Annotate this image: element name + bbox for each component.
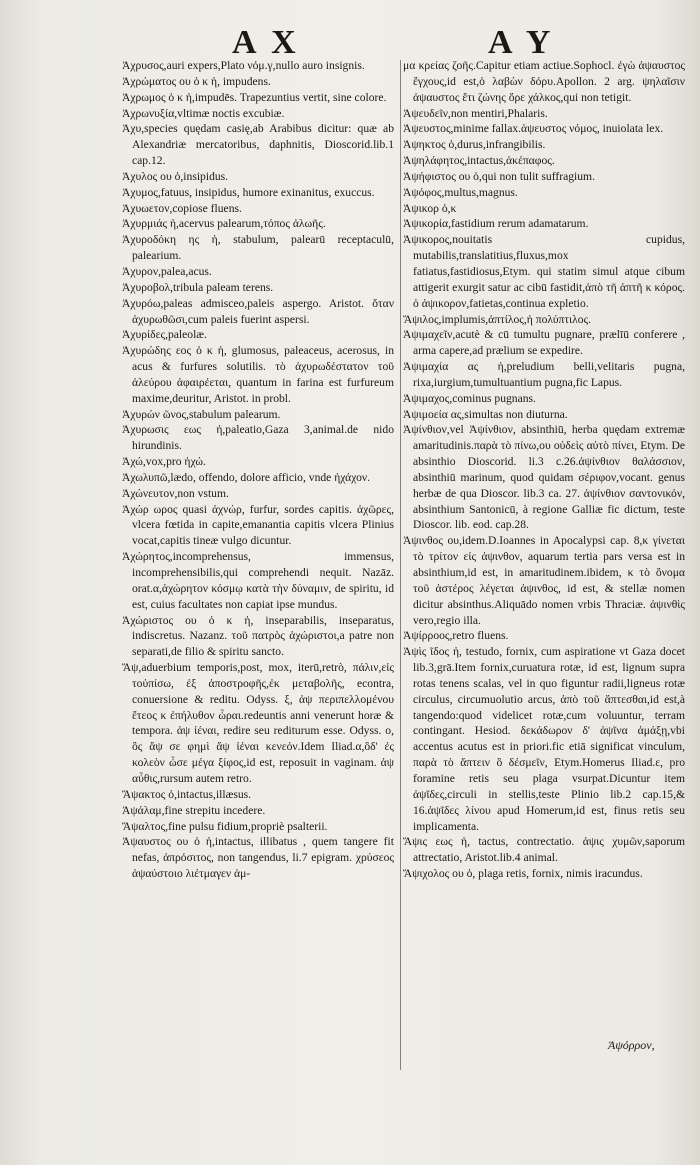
dictionary-entry: Ἀψιμαχεῖν,acutè & cū tumultu pugnare, prælīū conferere , arma capere,ad prælium se expedire. — [403, 328, 685, 358]
dictionary-entry: Ἄψιλος,implumis,ἀπτίλος,ἡ πολύπτιλος. — [403, 312, 592, 326]
dictionary-entry: Ἀψιμοεία ας,simultas non diuturna. — [403, 407, 568, 421]
dictionary-entry: Ἀχυρών ῶνος,stabulum palearum. — [122, 407, 281, 421]
dictionary-entry: Ἀψήφιστος ου ὁ,qui non tulit suffragium. — [403, 169, 595, 183]
dictionary-entry: Ἀχώ,vox,pro ἠχώ. — [122, 455, 206, 469]
dictionary-entry: Ἀψηκτος ὁ,durus,infrangibilis. — [403, 138, 546, 152]
dictionary-entry: Ἄψιχολος ου ὁ, plaga retis, fornix, nimis iracundus. — [403, 867, 643, 881]
dictionary-entry: μα κρείας ζοῆς.Capitur etiam actiue.Sophocl. ἐγὼ ἀψαυστος ἔγχους,id est,ὁ λαβὼν δόρυ.Apollon. 2 arg. ψηλαῖσιν ἀψαυστος ἔτι ζώνης ὅρε χάλκος,qui non tetigit. — [403, 59, 685, 104]
dictionary-entry: Ἀψικορος,nouitatis cupidus, mutabilis,translatitius,fluxus,mox fatiatus,fastidiosus,Etym. qui statim simul atque cibum attigerit exurgit satur ac cibū fastidit,ἀπὸ τῆ ἀπτῆ κ κόρος. ὁ ἀψικορον,fatietas,continua expletio. — [403, 233, 685, 310]
dictionary-entry: Ἀψιμαχος,cominus pugnans. — [403, 391, 536, 405]
dictionary-entry: Ἀχυρόω,paleas admisceo,paleis aspergo. Aristot. ὅταν ἀχυρωθῶσι,cum paleis fuerint aspersi. — [122, 296, 394, 326]
dictionary-entry: Ἄψ,aduerbium temporis,post, mox, iterū,retrò, πάλιν,εἰς τοὐπίσω, ἐξ ἀποστροφῆς,ἐκ μεταβολῆς, econtra, conuersione & reditu. Odyss. ξ, ἀψ περιπελλομένου ἔτεος κ ἐπήλυθον ὧραι.redeuntis anni venerunt horæ & tempora. ἀψ ἰέναι, redire seu rediturum esse. Odyss. ο, ὃς ἄψ σε φημὶ ἄψ ἰέναι κενεόν.Idem Iliad.α,ὃδ' ἐς κολεὸν ὦσε μέγα ξίφος,id est, reposuit in vaginam. ἀψ αὖθις,rursum autem retro. — [122, 661, 394, 785]
dictionary-entry: Ἀψικορία,fastidium rerum adamatarum. — [403, 217, 589, 231]
dictionary-entry: Ἀχρώματος ου ὁ κ ἡ, impudens. — [122, 74, 271, 88]
left-column — [122, 58, 394, 882]
dictionary-entry: Ἀχρωμος ὁ κ ἡ,impudēs. Trapezuntius vertit, sine colore. — [122, 90, 387, 104]
right-column — [403, 58, 685, 882]
dictionary-entry: Ἀχώρητος,incomprehensus, immensus, incomprehensibilis,qui comprehendi nequit. Nazāz. orat.α,ἀχώρητον κόσμῳ κατὰ τὴν δύναμιν, de spiritu, id est, cuius facultates non capiat ipse mundus. — [122, 550, 394, 611]
dictionary-entry: Ἀχρυσος,auri expers,Plato νόμ.γ,nullo auro insignis. — [122, 59, 365, 72]
dictionary-entry: Ἀχυρμιάς ἡ,acervus palearum,τόπος ἀλωῆς. — [122, 217, 326, 231]
dictionary-entry: Ἀψινθος ου,idem.D.Ioannes in Apocalypsi cap. 8,κ γίνεται τὸ τρίτον εἰς ἀψινθον, aquarum tertia pars versa est in absinthium,id est, in amaritudinem.ibidem, κ τὸ ὄνομα τοῦ ἀστέρος λέγεται ἀψινθος, id est, & stellæ nomen dicitur absinthus.Aliquādo nomen vrbis Thraciæ. ἀψινθὶς vero,regio illa. — [403, 534, 685, 627]
dictionary-entry: Ἀψίνθιον,vel Ἀψίνθιον, absinthiū, herba quędam extremæ amaritudinis.παρὰ τὸ πίνω,ου οὐδεὶς αὐτὸ πίνει, Etym. De absinthio Dioscorid. li.3 c.26.ἀψίνθιον θαλάσσιον, absinthiū marinum, quod quidam σέριφον,vocant. genus herbæ de qua Dioscor. lib.3 ca. 27. ἀψίνθιον σαντονικόν, absinthium Santonicū, à regione Galliæ fic dictum, teste Dioscor. lib. eod. cap.28. — [403, 423, 685, 532]
dictionary-entry: Ἀχρωνυξία,vltimæ noctis excubiæ. — [122, 106, 285, 120]
catchword: Ἀψόρρον, — [608, 1038, 655, 1052]
dictionary-entry: Ἀχώριστος ου ὁ κ ἡ, inseparabilis, inseparatus, indiscretus. Nazanz. τοῦ πατρὸς ἀχώριστοι,a patre non separati,de filio & spiritu sancto. — [122, 613, 394, 659]
dictionary-entry: Ἀχυρωσις εως ἡ,paleatio,Gaza 3,animal.de nido hirundinis. — [122, 423, 394, 453]
dictionary-entry: Ἀψίρροος,retro fluens. — [403, 629, 509, 643]
dictionary-entry: Ἀψάλαμ,fine strepitu incedere. — [122, 803, 266, 817]
dictionary-entry: Ἄψις εως ἡ, tactus, contrectatio. ἀψις χυμῶν,saporum attrectatio, Aristot.lib.4 animal. — [403, 835, 685, 865]
dictionary-entry: Ἀψόφος,multus,magnus. — [403, 185, 518, 199]
dictionary-entry: Ἀχυρον,palea,acus. — [122, 264, 212, 278]
dictionary-entry: Ἀχυροβολ,tribula paleam terens. — [122, 280, 274, 294]
dictionary-entry: Ἀψευδεῖν,non mentiri,Phalaris. — [403, 106, 548, 120]
dictionary-entry: Ἀψαυστος ου ὁ ἡ,intactus, illibatus , quem tangere fit nefas, ἀπρόσιτος, non tangendus, li.7 epigram. χρύσεος ἀψαύστοιο λιέτμαγεν ἀμ- — [122, 835, 394, 881]
dictionary-entry: Ἀχωλυπῶ,lædo, offendo, dolore afficio, vnde ἠχάχον. — [122, 470, 371, 484]
dictionary-entry: Ἀχυλος ου ὁ,insipidus. — [122, 169, 229, 183]
dictionary-entry: Ἀψικορ ὁ,κ — [403, 201, 457, 215]
dictionary-entry: Ἀψιμαχία ας ἡ,preludium belli,velitaris pugna, rixa,iurgium,tumultuantium pugna,fic Lapus. — [403, 360, 685, 389]
dictionary-entry: Ἀψευστος,minime fallax.ἀψευστος νόμος, inuiolata lex. — [403, 122, 664, 136]
dictionary-entry: Ἄψαλτος,fine pulsu fidium,propriè psalterii. — [122, 819, 328, 833]
running-head-right: A Y — [488, 24, 555, 61]
dictionary-entry: Ἀχυρώδης εος ὁ κ ἡ, glumosus, paleaceus, acerosus, in acus & furfures solutilis. τὸ ἀχυρωδέστατον τοῦ ἀλεύρου ἀφαιρέεται, quantum in farina est furfureum maxime,deuritur, Aristot. in probl. — [122, 344, 394, 405]
dictionary-entry: Ἀχυ,species quędam casię,ab Arabibus dicitur: quæ ab Alexandriæ mercatoribus, daphnitis, Dioscorid.lib.1 cap.12. — [122, 122, 394, 168]
dictionary-entry: Ἀχυρίδες,paleolæ. — [122, 328, 207, 342]
dictionary-entry: Ἀχυροδόκη ης ἡ, stabulum, palearū receptaculū, palearium. — [122, 233, 394, 263]
dictionary-entry: Ἀχυμος,fatuus, insipidus, humore exinanitus, exuccus. — [122, 185, 375, 199]
dictionary-entry: Ἀχυωετον,copiose fluens. — [122, 201, 242, 215]
running-head-left: A X — [232, 24, 300, 61]
dictionary-entry: Ἄψακτος ὁ,intactus,illæsus. — [122, 787, 252, 801]
dictionary-entry: Ἀψηλάφητος,intactus,ἀκέπαφος. — [403, 154, 555, 168]
dictionary-entry: Ἀχώνευτον,non vstum. — [122, 486, 229, 500]
dictionary-entry: Ἀχώρ ωρος quasi ἀχνώρ, furfur, sordes capitis. ἀχῶρες, vlcera fœtida in capite,emanantia capitis vlcera Plinius vocat,capitis tineæ vulgo dicuntur. — [122, 502, 394, 548]
dictionary-entry: Ἀψὶς ῖδος ἡ, testudo, fornix, cum aspiratione vt Gaza docet lib.3,grā.Item fornix,curuatura rotæ, id est, lignum supra rotas tenens scalas, vel in quo figuntur radii,ligneus rotæ circulus, circumuolutio arcus, ἀπὸ τοῦ ἅπτεσθαι,id est,à tangendo:quod videlicet rotæ,cum voluuntur, terram contingant. Hesiod. δεκάδωρον δ' ἀψῖνα ἀμάξῃ,vbi accentus acutus est in priori.fic etiā significat vinculum, παρὰ τὸ ἅπτειν ὃ δέσμεῖν, Etym.Homerus Iliad.ε, pro foramine retis seu plaga vsurpat.Dicuntur item ἀψῖδες,circuli in stellis,teste Plinio lib.2 cap.15,& 16.ἀψῖδες λίνου apud Homerum,id est, finus retis seu implicamenta. — [403, 645, 685, 833]
